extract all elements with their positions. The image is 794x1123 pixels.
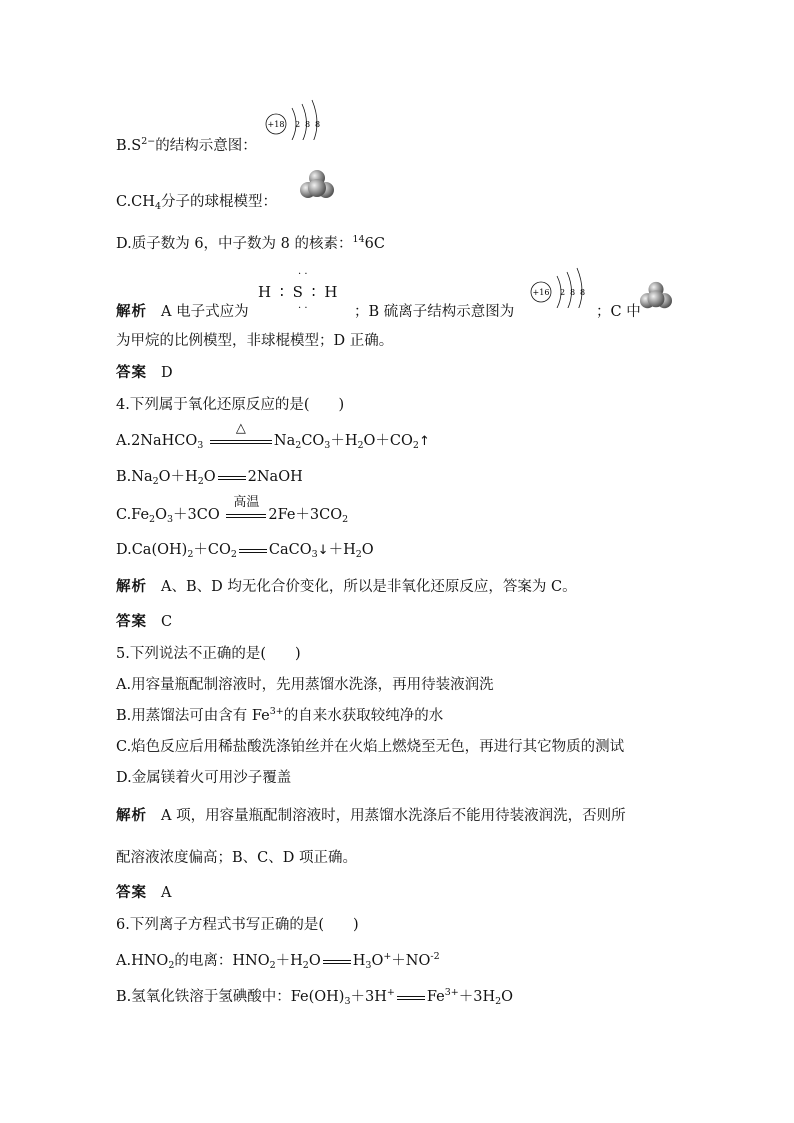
analysis-text: A 电子式应为: [161, 304, 249, 320]
shell-1: 2: [295, 120, 301, 129]
superscript: +: [386, 987, 395, 998]
formula: 2Fe＋3CO: [268, 507, 343, 523]
formula: O: [361, 542, 374, 558]
formula: ＋3H: [350, 989, 387, 1005]
subscript: 2: [168, 960, 175, 971]
lewis-row: [258, 283, 339, 301]
formula: O: [501, 989, 514, 1005]
reaction-equals-sign: [323, 952, 351, 970]
q4-option-a: [116, 421, 430, 451]
superscript: -2: [430, 951, 440, 962]
option-c: [116, 193, 277, 211]
heat-condition: △: [235, 421, 246, 436]
shell-2: 8: [305, 120, 311, 129]
subscript: 2: [187, 549, 194, 560]
lone-pair-bottom: · ·: [298, 303, 308, 314]
answer-value: A: [161, 885, 172, 901]
superscript: +: [383, 951, 392, 962]
analysis-3-line1: [116, 303, 249, 321]
analysis-3-line2: 为甲烷的比例模型，非球棍模型；D 正确。: [116, 333, 394, 349]
reaction-equals-sign: [226, 495, 266, 524]
subscript: 2: [302, 960, 309, 971]
question-5-stem: 5.下列说法不正确的是( ): [116, 646, 301, 662]
precipitate-arrow-icon: ↓: [317, 543, 329, 558]
space-filling-model-icon: [638, 280, 674, 312]
shell-1: 2: [560, 288, 566, 297]
reaction-equals-sign: [210, 421, 272, 450]
sulfur-ion-structure-diagram: [262, 96, 330, 140]
subscript: 3: [365, 960, 372, 971]
q6-option-b: [116, 988, 513, 1006]
option-b-prefix: B.S: [116, 138, 142, 154]
formula: ＋3H: [458, 989, 496, 1005]
subscript: 2: [152, 476, 159, 487]
answer-label: 答案: [116, 365, 147, 381]
s-atom: S: [292, 283, 305, 301]
h-atom: H: [324, 283, 340, 301]
formula: O: [308, 953, 321, 969]
formula: ＋CO: [193, 542, 231, 558]
ball-model-icon: [298, 168, 336, 202]
analysis-label: 解析: [116, 579, 147, 595]
subscript: 2: [412, 440, 419, 451]
answer-label: 答案: [116, 885, 147, 901]
element-symbol: 6C: [364, 236, 385, 252]
high-temp-condition: 高温: [233, 495, 260, 510]
option-d: [116, 235, 385, 253]
subscript: 2: [230, 549, 237, 560]
subscript: 3: [324, 440, 331, 451]
mass-number: 14: [352, 234, 365, 245]
analysis-5-line2: 配溶液浓度偏高；B、C、D 项正确。: [116, 850, 357, 866]
analysis-label: 解析: [116, 808, 147, 824]
charge: 2−: [141, 136, 156, 147]
nucleus-label: +18: [267, 120, 285, 129]
subscript: 2: [342, 514, 349, 525]
formula: CO: [301, 433, 325, 449]
formula: ＋H: [328, 542, 356, 558]
formula: 2NaOH: [247, 469, 303, 485]
option-text: 的自来水获取较纯净的水: [283, 708, 444, 724]
formula: D.Ca(OH): [116, 542, 188, 558]
answer-value: D: [161, 365, 173, 381]
subscript: 2: [355, 549, 362, 560]
option-text: B.用蒸馏法可由含有 Fe: [116, 708, 270, 724]
formula: A.2NaHCO: [116, 433, 198, 449]
option-c-text: 分子的球棍模型：: [160, 194, 277, 210]
option-b: [116, 137, 257, 155]
analysis-text: A 项，用容量瓶配制溶液时，用蒸馏水洗涤后不能用待装液润洗，否则所: [161, 808, 626, 824]
reaction-equals-sign: [239, 541, 267, 559]
q5-option-c: C.焰色反应后用稀盐酸洗涤铂丝并在火焰上燃烧至无色，再进行其它物质的测试: [116, 739, 625, 755]
subscript: 4: [154, 201, 161, 212]
subscript: 2: [295, 440, 302, 451]
answer-4: [116, 613, 172, 631]
reaction-equals-sign: [218, 468, 246, 486]
formula: A.HNO: [116, 953, 169, 969]
question-6-stem: 6.下列离子方程式书写正确的是( ): [116, 917, 359, 933]
subscript: 2: [357, 440, 364, 451]
subscript: 3: [166, 514, 174, 525]
formula: 的电离：HNO: [174, 953, 270, 969]
bond-pair: ∶: [311, 283, 318, 301]
formula: Fe: [426, 989, 445, 1005]
subscript: 3: [197, 440, 204, 451]
gas-arrow-icon: ↑: [418, 434, 430, 449]
formula: O: [203, 469, 216, 485]
formula: CaCO: [268, 542, 312, 558]
formula: O＋CO: [363, 433, 413, 449]
subscript: 2: [149, 514, 156, 525]
formula: B.氢氧化铁溶于氢碘酸中：Fe(OH): [116, 989, 345, 1005]
subscript: 2: [197, 476, 204, 487]
answer-3: [116, 364, 173, 382]
q6-option-a: [116, 952, 440, 970]
q5-option-d: D.金属镁着火可用沙子覆盖: [116, 770, 292, 786]
reaction-equals-sign: [397, 988, 425, 1006]
option-b-text: 的结构示意图：: [155, 138, 257, 154]
question-4-stem: 4.下列属于氧化还原反应的是( ): [116, 397, 345, 413]
answer-label: 答案: [116, 614, 147, 630]
lewis-structure: [258, 269, 358, 319]
analysis-text: ；B 硫离子结构示意图为: [354, 304, 515, 320]
formula: ＋H: [330, 433, 358, 449]
analysis-text: ；C 中: [596, 304, 641, 320]
formula: H: [352, 953, 366, 969]
formula: ＋3CO: [173, 507, 220, 523]
answer-5: [116, 884, 171, 902]
superscript: 3+: [269, 706, 284, 717]
answer-value: C: [161, 614, 173, 630]
subscript: 2: [269, 960, 276, 971]
shell-3: 8: [315, 120, 321, 129]
subscript: 3: [344, 996, 351, 1007]
q5-option-b: [116, 707, 443, 725]
h-atom: H: [258, 283, 274, 301]
analysis-4: [116, 578, 577, 596]
formula: O＋H: [158, 469, 198, 485]
shell-3: 8: [580, 288, 586, 297]
analysis-5-line1: [116, 807, 626, 825]
lone-pair-top: · ·: [298, 269, 308, 280]
superscript: 3+: [444, 987, 459, 998]
formula: Na: [273, 433, 296, 449]
option-c-prefix: C.CH: [116, 194, 155, 210]
shell-2: 8: [570, 288, 576, 297]
q4-option-d: [116, 541, 374, 560]
nucleus-label: +16: [532, 288, 550, 297]
q4-option-b: [116, 468, 303, 486]
bond-pair: ∶: [279, 283, 286, 301]
formula: O: [155, 507, 167, 523]
subscript: 2: [495, 996, 502, 1007]
q4-option-c: [116, 495, 349, 525]
q5-option-a: A.用容量瓶配制溶液时，先用蒸馏水洗涤，再用待装液润洗: [116, 677, 494, 693]
option-d-text: D.质子数为 6，中子数为 8 的核素：: [116, 236, 353, 252]
formula: C.Fe: [116, 507, 150, 523]
formula: ＋H: [275, 953, 303, 969]
subscript: 3: [311, 549, 318, 560]
formula: B.Na: [116, 469, 153, 485]
formula: O: [371, 953, 384, 969]
analysis-label: 解析: [116, 304, 147, 320]
sulfur-ion-structure-diagram: [527, 264, 595, 308]
analysis-text: A、B、D 均无化合价变化，所以是非氧化还原反应，答案为 C。: [161, 579, 577, 595]
formula: ＋NO: [391, 953, 431, 969]
